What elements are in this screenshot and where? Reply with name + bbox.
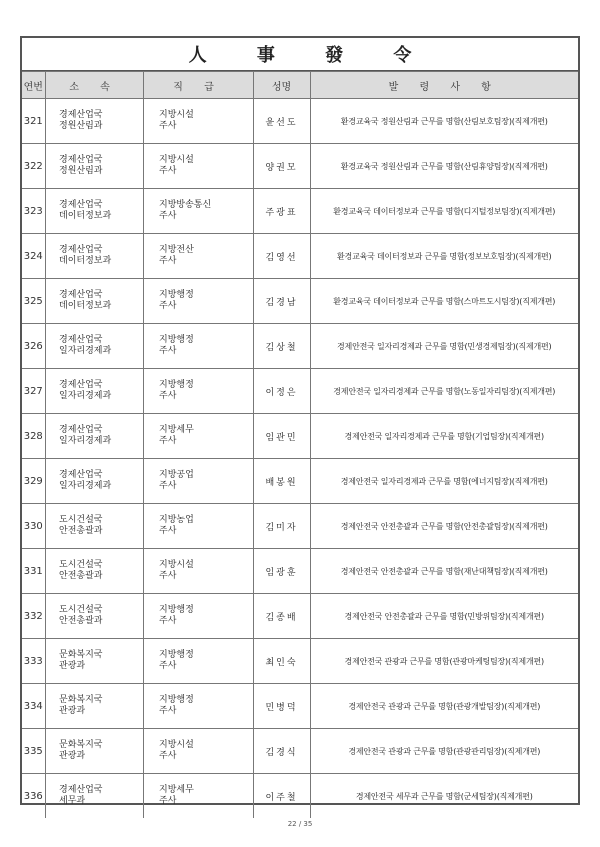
table-row: [22, 279, 578, 324]
table-row: [22, 144, 578, 189]
appointment-detail: 경제안전국 관광과 근무를 명함(관광개발팀장)(직제개편): [310, 684, 578, 729]
division: 일자리경제과: [59, 391, 112, 401]
bureau: 경제산업국: [59, 200, 103, 210]
header-order: 발 령 사 항: [310, 72, 578, 99]
rank-grade: 주사: [159, 256, 177, 266]
appointment-detail: 경제안전국 안전총괄과 근무를 명함(재난대책팀장)(직제개편): [310, 549, 578, 594]
rank-series: 지방시설: [159, 560, 194, 570]
rank-series: 지방행정: [159, 695, 194, 705]
appointment-detail: 경제안전국 관광과 근무를 명함(관광관리팀장)(직제개편): [310, 729, 578, 774]
department-cell: [45, 549, 143, 594]
rank-grade: 주사: [159, 346, 177, 356]
rank-grade: 주사: [159, 571, 177, 581]
department-cell: [45, 414, 143, 459]
department-cell: [45, 279, 143, 324]
rank-series: 지방농업: [159, 515, 194, 525]
person-name: 김상철: [253, 324, 310, 369]
department-cell: [45, 684, 143, 729]
document-title: 人 事 發 令: [22, 38, 578, 71]
bureau: 경제산업국: [59, 785, 103, 795]
rank-series: 지방세무: [159, 785, 194, 795]
division: 정원산림과: [59, 166, 103, 176]
table-row: [22, 189, 578, 234]
person-name: 김종배: [253, 594, 310, 639]
bureau: 경제산업국: [59, 425, 103, 435]
person-name: 김경남: [253, 279, 310, 324]
rank-cell: [143, 234, 253, 279]
bureau: 경제산업국: [59, 470, 103, 480]
division: 일자리경제과: [59, 346, 112, 356]
table-row: [22, 774, 578, 819]
division: 정원산림과: [59, 121, 103, 131]
rank-series: 지방시설: [159, 110, 194, 120]
table-row: [22, 504, 578, 549]
row-number: 332: [22, 594, 45, 639]
rank-cell: [143, 189, 253, 234]
rank-grade: 주사: [159, 616, 177, 626]
person-name: 배봉원: [253, 459, 310, 504]
bureau: 경제산업국: [59, 380, 103, 390]
row-number: 336: [22, 774, 45, 819]
department-cell: [45, 459, 143, 504]
appointment-detail: 환경교육국 정원산림과 근무를 명함(산림보호팀장)(직제개편): [310, 99, 578, 144]
rank-grade: 주사: [159, 481, 177, 491]
row-number: 322: [22, 144, 45, 189]
row-number: 325: [22, 279, 45, 324]
row-number: 335: [22, 729, 45, 774]
appointment-detail: 경제안전국 세무과 근무를 명함(군세팀장)(직제개편): [310, 774, 578, 819]
row-number: 329: [22, 459, 45, 504]
person-name: 윤선도: [253, 99, 310, 144]
person-name: 이정은: [253, 369, 310, 414]
rank-grade: 주사: [159, 211, 177, 221]
bureau: 경제산업국: [59, 290, 103, 300]
appointment-detail: 경제안전국 일자리경제과 근무를 명함(에너지팀장)(직제개편): [310, 459, 578, 504]
table-row: [22, 729, 578, 774]
rank-cell: [143, 144, 253, 189]
appointment-detail: 환경교육국 정원산림과 근무를 명함(산림휴양팀장)(직제개편): [310, 144, 578, 189]
bureau: 문화복지국: [59, 740, 103, 750]
bureau: 경제산업국: [59, 245, 103, 255]
person-name: 이주철: [253, 774, 310, 819]
appointment-detail: 경제안전국 일자리경제과 근무를 명함(기업팀장)(직제개편): [310, 414, 578, 459]
rank-cell: [143, 549, 253, 594]
rank-grade: 주사: [159, 166, 177, 176]
document-frame: [20, 36, 580, 805]
table-row: [22, 99, 578, 144]
department-cell: [45, 774, 143, 819]
appointment-detail: 경제안전국 안전총괄과 근무를 명함(안전총괄팀장)(직제개편): [310, 504, 578, 549]
row-number: 326: [22, 324, 45, 369]
header-name: 성명: [253, 72, 310, 99]
bureau: 경제산업국: [59, 110, 103, 120]
rank-grade: 주사: [159, 391, 177, 401]
bureau: 문화복지국: [59, 695, 103, 705]
rank-cell: [143, 459, 253, 504]
person-name: 주광표: [253, 189, 310, 234]
bureau: 경제산업국: [59, 155, 103, 165]
rank-series: 지방공업: [159, 470, 194, 480]
division: 일자리경제과: [59, 436, 112, 446]
division: 데이터정보과: [59, 211, 112, 221]
rank-series: 지방행정: [159, 380, 194, 390]
table-row: [22, 639, 578, 684]
rank-series: 지방행정: [159, 290, 194, 300]
header-rank: 직 급: [143, 72, 253, 99]
division: 일자리경제과: [59, 481, 112, 491]
division: 데이터정보과: [59, 256, 112, 266]
row-number: 321: [22, 99, 45, 144]
division: 데이터정보과: [59, 301, 112, 311]
rank-series: 지방행정: [159, 335, 194, 345]
rank-series: 지방시설: [159, 155, 194, 165]
department-cell: [45, 504, 143, 549]
rank-cell: [143, 594, 253, 639]
appointment-detail: 환경교육국 데이터정보과 근무를 명함(스마트도시팀장)(직제개편): [310, 279, 578, 324]
header-dept: 소 속: [45, 72, 143, 99]
rank-series: 지방세무: [159, 425, 194, 435]
department-cell: [45, 369, 143, 414]
rank-cell: [143, 774, 253, 819]
person-name: 최인숙: [253, 639, 310, 684]
rank-cell: [143, 324, 253, 369]
table-row: [22, 684, 578, 729]
bureau: 도시건설국: [59, 605, 103, 615]
person-name: 임관민: [253, 414, 310, 459]
row-number: 331: [22, 549, 45, 594]
table-row: [22, 549, 578, 594]
row-number: 324: [22, 234, 45, 279]
header-no: 연번: [22, 72, 45, 99]
personnel-table: [22, 71, 578, 818]
appointment-detail: 경제안전국 관광과 근무를 명함(관광마케팅팀장)(직제개편): [310, 639, 578, 684]
appointment-detail: 경제안전국 일자리경제과 근무를 명함(노동일자리팀장)(직제개편): [310, 369, 578, 414]
appointment-detail: 경제안전국 일자리경제과 근무를 명함(민생경제팀장)(직제개편): [310, 324, 578, 369]
table-row: [22, 234, 578, 279]
person-name: 양권모: [253, 144, 310, 189]
department-cell: [45, 729, 143, 774]
rank-grade: 주사: [159, 526, 177, 536]
table-row: [22, 459, 578, 504]
division: 안전총괄과: [59, 616, 103, 626]
rank-grade: 주사: [159, 436, 177, 446]
table-row: [22, 369, 578, 414]
division: 안전총괄과: [59, 526, 103, 536]
division: 안전총괄과: [59, 571, 103, 581]
rank-series: 지방시설: [159, 740, 194, 750]
rank-grade: 주사: [159, 301, 177, 311]
bureau: 경제산업국: [59, 335, 103, 345]
person-name: 임광훈: [253, 549, 310, 594]
department-cell: [45, 189, 143, 234]
person-name: 김미자: [253, 504, 310, 549]
department-cell: [45, 99, 143, 144]
bureau: 문화복지국: [59, 650, 103, 660]
row-number: 328: [22, 414, 45, 459]
division: 관광과: [59, 751, 86, 761]
rank-series: 지방행정: [159, 605, 194, 615]
department-cell: [45, 324, 143, 369]
department-cell: [45, 234, 143, 279]
appointment-detail: 환경교육국 데이터정보과 근무를 명함(정보보호팀장)(직제개편): [310, 234, 578, 279]
person-name: 김경식: [253, 729, 310, 774]
rank-cell: [143, 414, 253, 459]
rank-cell: [143, 504, 253, 549]
rank-series: 지방행정: [159, 650, 194, 660]
row-number: 333: [22, 639, 45, 684]
person-name: 김영선: [253, 234, 310, 279]
division: 관광과: [59, 706, 86, 716]
appointment-detail: 환경교육국 데이터정보과 근무를 명함(디지털정보팀장)(직제개편): [310, 189, 578, 234]
rank-cell: [143, 99, 253, 144]
rank-series: 지방방송통신: [159, 200, 212, 210]
rank-cell: [143, 369, 253, 414]
rank-grade: 주사: [159, 751, 177, 761]
table-header-row: [22, 72, 578, 99]
rank-cell: [143, 279, 253, 324]
rank-grade: 주사: [159, 121, 177, 131]
row-number: 330: [22, 504, 45, 549]
rank-grade: 주사: [159, 796, 177, 806]
appointment-detail: 경제안전국 안전총괄과 근무를 명함(민방위팀장)(직제개편): [310, 594, 578, 639]
bureau: 도시건설국: [59, 560, 103, 570]
table-row: [22, 594, 578, 639]
department-cell: [45, 639, 143, 684]
page-number: 22 / 35: [287, 820, 313, 828]
division: 관광과: [59, 661, 86, 671]
table-row: [22, 324, 578, 369]
rank-grade: 주사: [159, 706, 177, 716]
rank-cell: [143, 729, 253, 774]
table-row: [22, 414, 578, 459]
department-cell: [45, 594, 143, 639]
division: 세무과: [59, 796, 86, 806]
rank-grade: 주사: [159, 661, 177, 671]
department-cell: [45, 144, 143, 189]
row-number: 334: [22, 684, 45, 729]
bureau: 도시건설국: [59, 515, 103, 525]
row-number: 323: [22, 189, 45, 234]
rank-series: 지방전산: [159, 245, 194, 255]
rank-cell: [143, 639, 253, 684]
person-name: 민병덕: [253, 684, 310, 729]
rank-cell: [143, 684, 253, 729]
row-number: 327: [22, 369, 45, 414]
